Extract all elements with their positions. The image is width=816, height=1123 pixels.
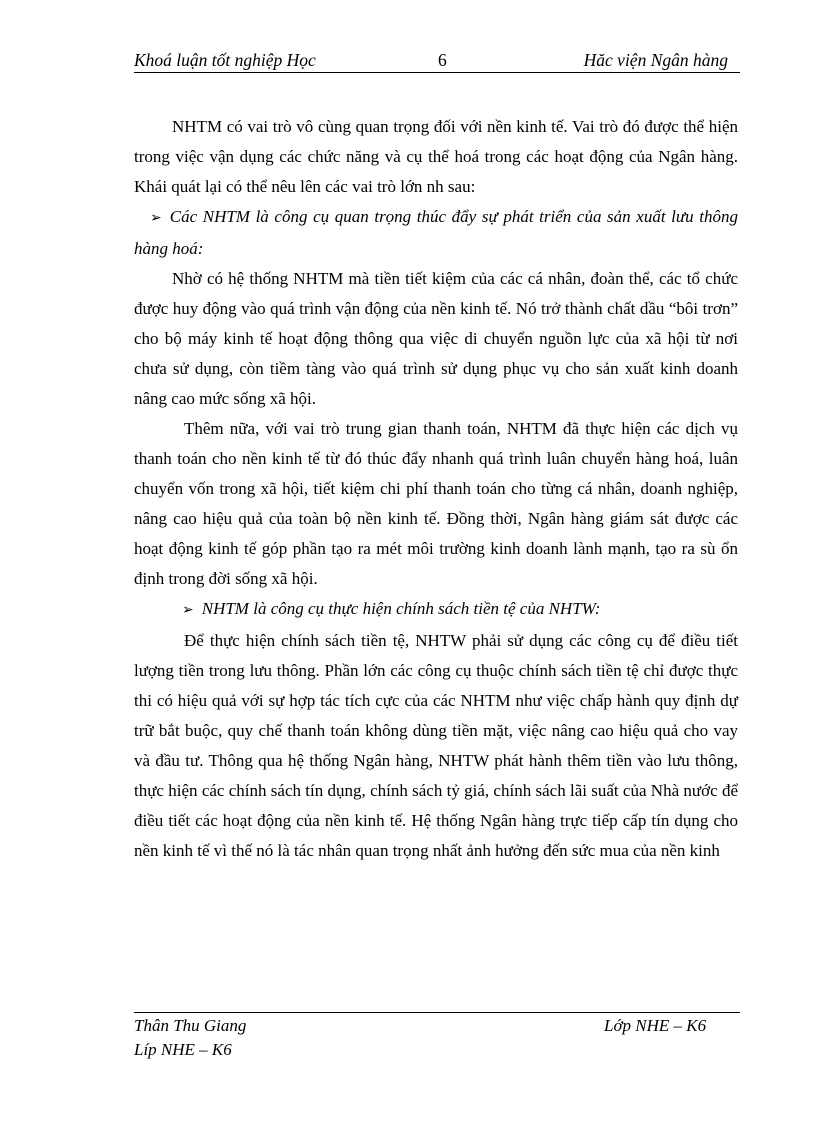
- paragraph-payment: Thêm nữa, với vai trò trung gian thanh toán, NHTM đã thực hiện các dịch vụ thanh toán cho nền kinh tế từ đó thúc đẩy nhanh quá trình luân chuyển hàng hoá, luân chuyển vốn trong xã hội, tiết kiệm chi phí thanh toán cho từng cá nhân, doanh nghiệp, nâng cao hiệu quả của toàn bộ nền kinh tế. Đồng thời, Ngân hàng giám sát được các hoạt động kinh tế góp phần tạo ra mét môi trường kinh doanh lành mạnh, tạo ra sù ổn định trong đời sống xã hội.: [134, 419, 738, 588]
- page-header: [134, 48, 740, 73]
- arrow-bullet-icon: ➢: [182, 603, 194, 618]
- footer-class-left: Líp NHE – K6: [134, 1040, 232, 1059]
- paragraph-savings: Nhờ có hệ thống NHTM mà tiền tiết kiệm của các cá nhân, đoàn thể, các tổ chức được huy động vào quá trình vận động của nền kinh tế. Nó trở thành chất dầu “bôi trơn” cho bộ máy kinh tế hoạt động thông qua việc di chuyển nguồn lực của xã hội từ nơi chưa sử dụng, còn tiềm tàng vào quá trình sử dụng phục vụ cho sản xuất kinh doanh nâng cao mức sống xã hội.: [134, 269, 738, 408]
- header-thesis-title: Khoá luận tốt nghiệp Học: [134, 50, 316, 70]
- footer-divider: [134, 1012, 740, 1013]
- bullet-heading-2-text: NHTM là công cụ thực hiện chính sách tiền tệ của NHTW:: [201, 599, 601, 618]
- paragraph-intro: NHTM có vai trò vô cùng quan trọng đối với nền kinh tế. Vai trò đó được thể hiện trong việc vận dụng các chức năng và cụ thể hoá trong các hoạt động của Ngân hàng. Khái quát lại có thể nêu lên các vai trò lớn nh sau:: [134, 117, 738, 196]
- bullet-heading-1-text: Các NHTM là công cụ quan trọng thúc đẩy sự phát triển của sản xuất lưu thông hàng hoá:: [134, 207, 738, 258]
- footer-class-right: Lớp NHE – K6: [604, 1016, 707, 1035]
- footer-author: Thân Thu Giang: [134, 1016, 247, 1035]
- paragraph-monetary-policy: Để thực hiện chính sách tiền tệ, NHTW phải sử dụng các công cụ để điều tiết lượng tiền trong lưu thông. Phần lớn các công cụ thuộc chính sách tiền tệ chỉ được thực thi có hiệu quả với sự hợp tác tích cực của các NHTM như việc chấp hành quy định dự trữ bắt buộc, quy chế thanh toán không dùng tiền mặt, việc nâng cao hiệu quả cho vay và đầu tư. Thông qua hệ thống Ngân hàng, NHTW phát hành thêm tiền vào lưu thông, thực hiện các chính sách tín dụng, chính sách tỷ giá, chính sách lãi suất của Nhà nước để điều tiết các hoạt động của nền kinh tế. Hệ thống Ngân hàng trực tiếp cấp tín dụng cho nền kinh tế vì thế nó là tác nhân quan trọng nhất ảnh hưởng đến sức mua của nền kinh: [134, 631, 738, 860]
- document-body: [134, 112, 738, 866]
- header-institution: Hăc viện Ngân hàng: [583, 50, 728, 70]
- header-page-number: 6: [438, 50, 447, 70]
- arrow-bullet-icon: ➢: [150, 211, 162, 226]
- bullet-heading-1: [134, 202, 738, 264]
- bullet-heading-2: [134, 594, 738, 626]
